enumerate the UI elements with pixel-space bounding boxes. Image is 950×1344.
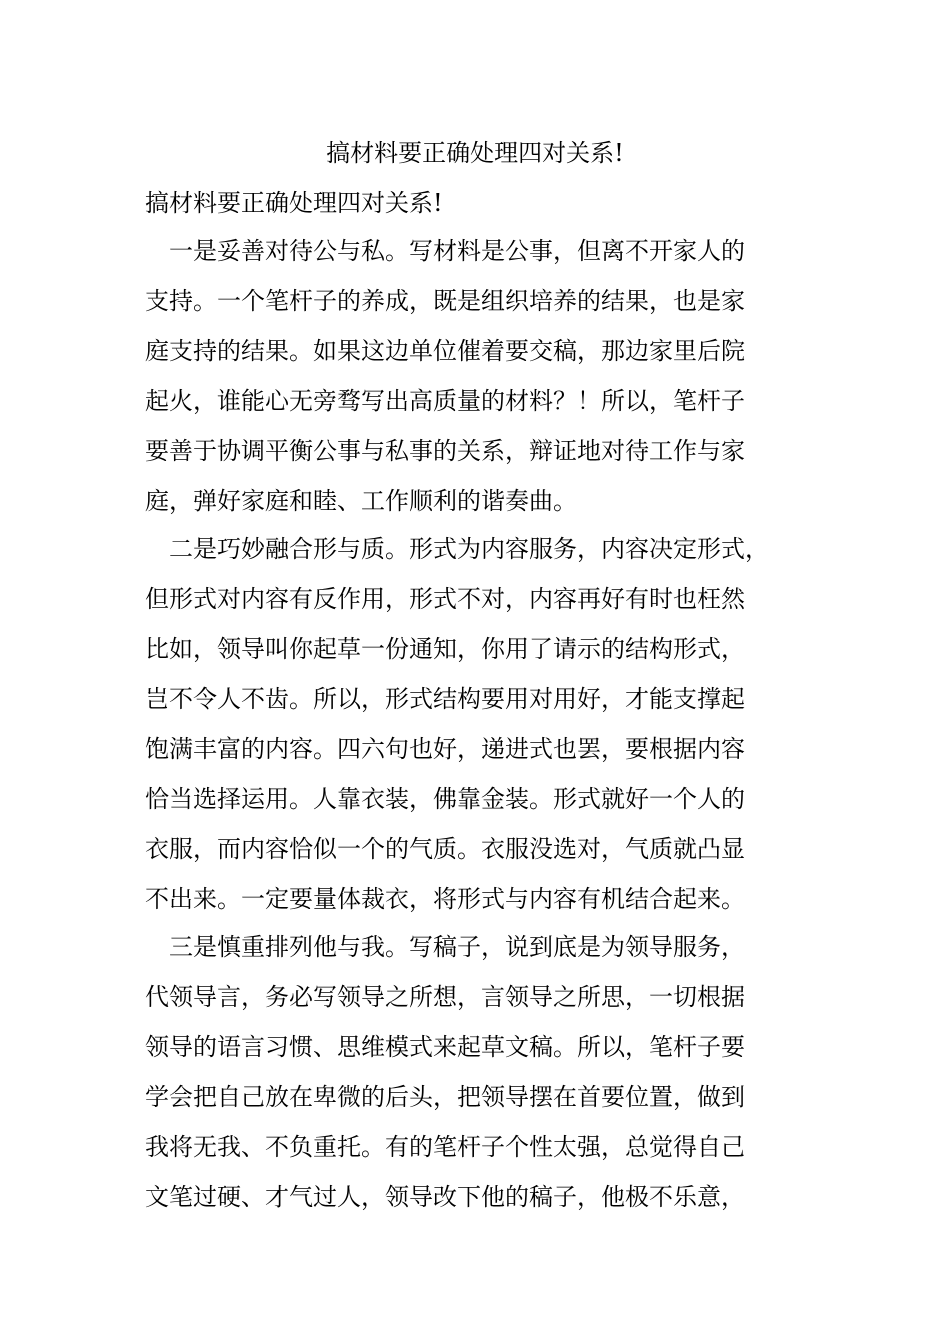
text-line: 三是慎重排列他与我。写稿子，说到底是为领导服务， [145,933,745,961]
text-line: 代领导言，务必写领导之所想，言领导之所思，一切根据 [145,983,745,1011]
text-line: 恰当选择运用。人靠衣装，佛靠金装。形式就好一个人的 [145,785,745,813]
document-title: 搞材料要正确处理四对关系! [326,139,624,167]
text-line: 不出来。一定要量体裁衣，将形式与内容有机结合起来。 [145,885,745,913]
text-line: 庭，弹好家庭和睦、工作顺利的谐奏曲。 [145,487,577,515]
text-line: 庭支持的结果。如果这边单位催着要交稿，那边家里后院 [145,337,745,365]
text-line: 衣服，而内容恰似一个的气质。衣服没选对，气质就凸显 [145,835,745,863]
text-line: 一是妥善对待公与私。写材料是公事，但离不开家人的 [145,237,745,265]
text-line: 饱满丰富的内容。四六句也好，递进式也罢，要根据内容 [145,735,745,763]
text-line: 文笔过硬、才气过人，领导改下他的稿子，他极不乐意， [145,1183,745,1211]
text-line: 但形式对内容有反作用，形式不对，内容再好有时也枉然 [145,585,745,613]
text-line: 比如，领导叫你起草一份通知，你用了请示的结构形式， [145,635,745,663]
text-line: 要善于协调平衡公事与私事的关系，辩证地对待工作与家 [145,437,745,465]
text-line: 二是巧妙融合形与质。形式为内容服务，内容决定形式， [145,535,769,563]
text-line: 支持。一个笔杆子的养成，既是组织培养的结果，也是家 [145,287,745,315]
text-line: 起火，谁能心无旁骛写出高质量的材料？！所以，笔杆子 [145,387,745,415]
text-line: 我将无我、不负重托。有的笔杆子个性太强，总觉得自己 [145,1133,745,1161]
text-line: 领导的语言习惯、思维模式来起草文稿。所以，笔杆子要 [145,1033,745,1061]
text-line: 学会把自己放在卑微的后头，把领导摆在首要位置，做到 [145,1083,745,1111]
text-line: 搞材料要正确处理四对关系! [145,189,443,217]
text-line: 岂不令人不齿。所以，形式结构要用对用好，才能支撑起 [145,685,745,713]
